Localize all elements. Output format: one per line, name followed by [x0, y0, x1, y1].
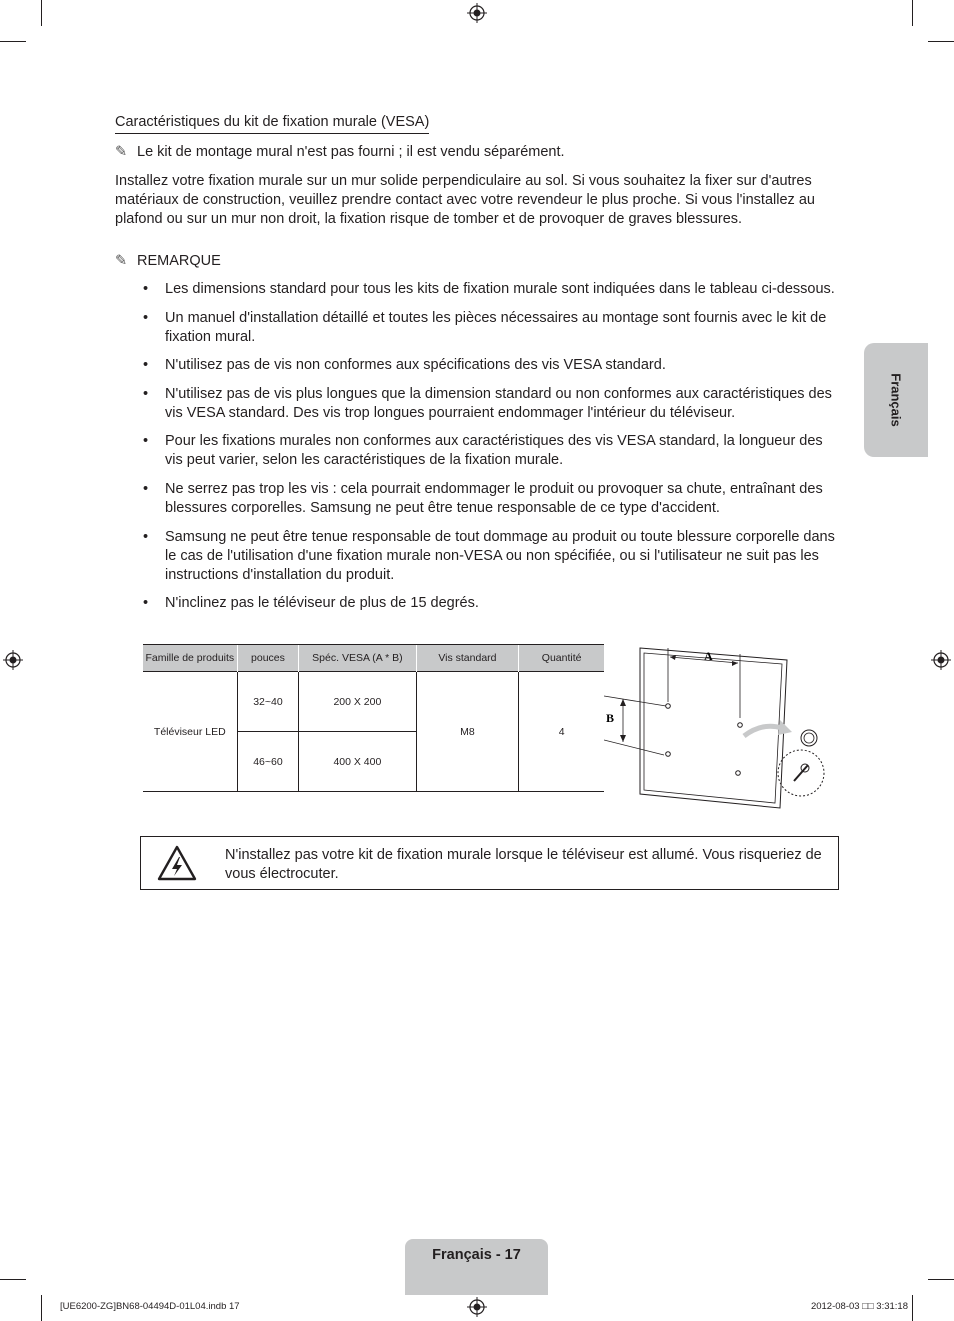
table-header: Famille de produits: [143, 645, 237, 672]
remark-list: [140, 280, 840, 623]
footer-timestamp: 2012-08-03 □□ 3:31:18: [810, 1301, 908, 1312]
list-item: • N'utilisez pas de vis non conformes aux spécifications des vis VESA standard.: [140, 356, 840, 375]
registration-mark-icon: [931, 650, 951, 670]
warning-text: N'installez pas votre kit de fixation murale lorsque le téléviseur est allumé. Vous risqueriez de vous électrocuter.: [225, 847, 822, 882]
diagram-label-a: A: [704, 649, 713, 663]
list-item: • N'utilisez pas de vis plus longues que la dimension standard ou non conformes aux caractéristiques des vis VESA standard. Des vis trop longues pourraient endommager l'intérieur du téléviseur.: [140, 385, 840, 423]
table-header: Quantité: [519, 645, 604, 672]
diagram-label-b: B: [606, 711, 615, 725]
table-cell-inches: 32~40: [237, 672, 299, 732]
section-title: Caractéristiques du kit de fixation murale (VESA): [115, 114, 429, 134]
pencil-icon: ✎: [115, 144, 128, 160]
list-item: • N'inclinez pas le téléviseur de plus de 15 degrés.: [140, 594, 840, 613]
pencil-icon: ✎: [115, 253, 128, 269]
warning-box: [140, 836, 839, 890]
vesa-spec-table: [143, 644, 604, 792]
list-item: • Pour les fixations murales non conformes aux caractéristiques des vis VESA standard, la longueur des vis peut varier, selon les caractéristiques de la fixation murale.: [140, 432, 840, 470]
table-cell-vesa: 200 X 200: [299, 672, 416, 732]
crop-mark: [41, 1295, 42, 1321]
list-item: • Un manuel d'installation détaillé et toutes les pièces nécessaires au montage sont fournis avec le kit de fixation mural.: [140, 309, 840, 347]
language-side-tab: [864, 343, 928, 457]
note-text: Le kit de montage mural n'est pas fourni ; il est vendu séparément.: [137, 144, 565, 160]
table-cell-quantity: 4: [519, 672, 604, 792]
list-item: • Ne serrez pas trop les vis : cela pourrait endommager le produit ou provoquer sa chute, entraînant des blessures corporelles. Samsung ne peut être tenue responsable de ce type d'accident.: [140, 480, 840, 518]
crop-mark: [0, 1279, 26, 1280]
tv-back-vesa-diagram: [604, 640, 834, 810]
registration-mark-icon: [467, 3, 487, 23]
intro-paragraph: Installez votre fixation murale sur un mur solide perpendiculaire au sol. Si vous souhaitez la fixer sur d'autres matériaux de construction, veuillez prendre contact avec votre revendeur le plus proche. Si vous l'installez au plafond ou sur un mur non droit, la fixation risque de tomber et de provoquer de graves blessures.: [115, 173, 815, 227]
list-item: • Samsung ne peut être tenue responsable de tout dommage au produit ou toute blessure corporelle dans le cas de l'utilisation d'une fixation murale non-VESA ou non spécifiée, ou si l'utilisateur ne suit pas les instructions d'installation du produit.: [140, 528, 840, 585]
table-cell-inches: 46~60: [237, 732, 299, 792]
page-number-tab: [405, 1239, 548, 1295]
registration-mark-icon: [467, 1297, 487, 1317]
page-number-label: Français - 17: [432, 1247, 521, 1263]
crop-mark: [41, 0, 42, 26]
electric-shock-warning-icon: [157, 845, 197, 881]
table-row: [143, 672, 604, 732]
crop-mark: [912, 1295, 913, 1321]
crop-mark: [0, 41, 26, 42]
list-item: • Les dimensions standard pour tous les kits de fixation murale sont indiquées dans le tableau ci-dessous.: [140, 280, 840, 299]
crop-mark: [928, 1279, 954, 1280]
remark-label: REMARQUE: [137, 253, 221, 269]
table-cell-family: Téléviseur LED: [143, 672, 237, 792]
note: [115, 143, 565, 162]
table-cell-vesa: 400 X 400: [299, 732, 416, 792]
remark-heading: [115, 252, 221, 271]
language-side-tab-label: Français: [888, 373, 904, 427]
footer-file-info: [UE6200-ZG]BN68-04494D-01L04.indb 17: [60, 1301, 240, 1312]
crop-mark: [912, 0, 913, 26]
table-cell-screw: M8: [416, 672, 519, 792]
table-header: Vis standard: [416, 645, 519, 672]
crop-mark: [928, 41, 954, 42]
table-header: pouces: [237, 645, 299, 672]
registration-mark-icon: [3, 650, 23, 670]
table-header: Spéc. VESA (A * B): [299, 645, 416, 672]
